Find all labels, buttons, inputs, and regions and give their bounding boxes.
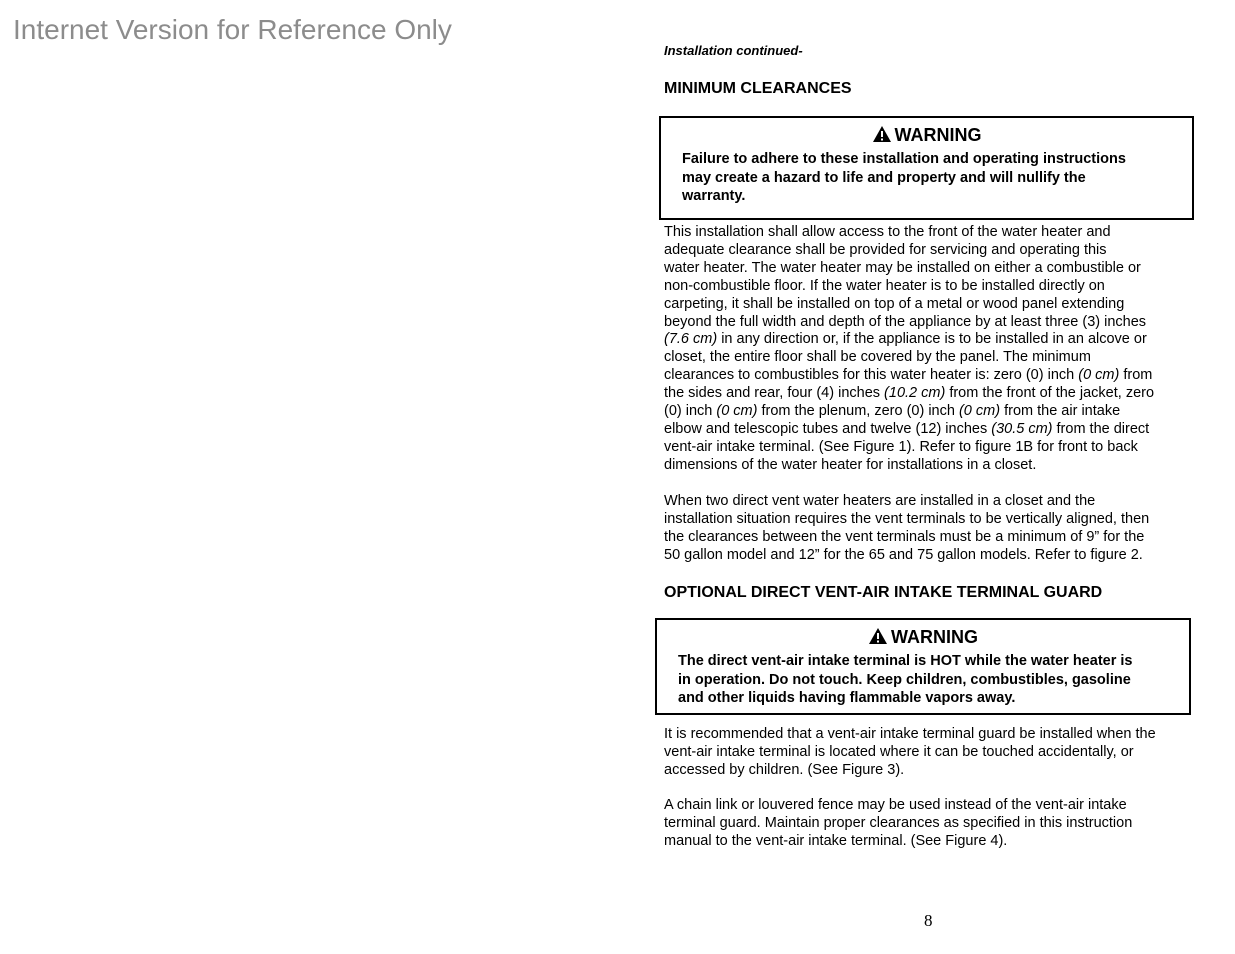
metric-measurement: (0 cm) xyxy=(1078,367,1120,384)
text-run: 50 gallon model and 12” for the 65 and 75 gallon models. Refer to figure 2. xyxy=(664,546,1143,563)
text-run: accessed by children. (See Figure 3). xyxy=(664,761,905,778)
paragraph-line xyxy=(664,439,1199,457)
warning-title-text: WARNING xyxy=(894,125,982,145)
text-run: from the front of the jacket, zero xyxy=(945,385,1155,402)
paragraph-line xyxy=(664,421,1199,439)
text-run: dimensions of the water heater for installations in a closet. xyxy=(664,456,1037,473)
warning-message xyxy=(682,150,1178,206)
warning-triangle-icon xyxy=(868,627,888,645)
text-run: non-combustible floor. If the water heater is to be installed directly on xyxy=(664,277,1105,294)
text-run: from the direct xyxy=(1052,420,1150,437)
paragraph-line xyxy=(664,457,1199,475)
text-run: elbow and telescopic tubes and twelve (12) inches xyxy=(664,420,992,437)
warning-box-clearances xyxy=(659,116,1194,220)
text-run: It is recommended that a vent-air intake terminal guard be installed when the xyxy=(664,726,1156,742)
text-run: beyond the full width and depth of the appliance by at least three (3) inches xyxy=(664,313,1147,330)
warning-title xyxy=(657,626,1189,648)
paragraph-line xyxy=(664,762,1199,780)
paragraph-line xyxy=(664,349,1199,367)
text-run: installation situation requires the vent terminals to be vertically aligned, then xyxy=(664,510,1150,527)
text-run: clearances to combustibles for this water heater is: zero (0) inch xyxy=(664,367,1079,384)
paragraph-line xyxy=(664,296,1199,314)
warning-message xyxy=(678,652,1175,708)
metric-measurement: (7.6 cm) xyxy=(664,331,718,348)
paragraph-line xyxy=(664,385,1199,403)
metric-measurement: (0 cm) xyxy=(958,403,1001,420)
text-run: terminal guard. Maintain proper clearances as specified in this instruction xyxy=(664,814,1133,831)
warning-title xyxy=(661,124,1192,146)
warning-line: Failure to adhere to these installation and operating instructions xyxy=(682,151,1126,167)
page-number: 8 xyxy=(924,911,933,930)
metric-measurement: (30.5 cm) xyxy=(991,420,1053,437)
metric-measurement: (0 cm) xyxy=(716,403,758,420)
text-run: the sides and rear, four (4) inches xyxy=(664,385,885,402)
paragraph-line xyxy=(664,815,1199,833)
text-run: A chain link or louvered fence may be used instead of the vent-air intake xyxy=(664,797,1127,813)
paragraph-line xyxy=(664,529,1199,547)
warning-line: The direct vent-air intake terminal is HOT while the water heater is xyxy=(678,653,1133,669)
text-run: This installation shall allow access to the front of the water heater and xyxy=(664,224,1111,240)
text-run: water heater. The water heater may be installed on either a combustible or xyxy=(664,259,1141,276)
paragraph-line xyxy=(664,331,1199,349)
paragraph-line xyxy=(664,224,1199,242)
text-run: from the plenum, zero (0) inch xyxy=(757,403,959,420)
text-run: closet, the entire floor shall be covered by the panel. The minimum xyxy=(664,349,1091,366)
text-run: (0) inch xyxy=(664,403,717,420)
stacked-heaters-paragraph xyxy=(664,493,1199,565)
paragraph-line xyxy=(664,278,1199,296)
text-run: in any direction or, if the appliance is to be installed in an alcove or xyxy=(717,331,1147,348)
paragraph-line xyxy=(664,833,1199,851)
clearances-paragraph xyxy=(664,224,1199,475)
text-run: manual to the vent-air intake terminal. (See Figure 4). xyxy=(664,832,1008,849)
text-run: from the air intake xyxy=(1000,403,1121,420)
text-run: vent-air intake terminal. (See Figure 1). Refer to figure 1B for front to back xyxy=(664,438,1138,455)
paragraph-line xyxy=(664,547,1199,565)
text-run: carpeting, it shall be installed on top of a metal or wood panel extending xyxy=(664,295,1125,312)
paragraph-line xyxy=(664,367,1199,385)
warning-line: in operation. Do not touch. Keep children, combustibles, gasoline xyxy=(678,671,1131,688)
paragraph-line xyxy=(664,242,1199,260)
paragraph-line xyxy=(664,260,1199,278)
text-run: When two direct vent water heaters are installed in a closet and the xyxy=(664,493,1096,509)
paragraph-line xyxy=(664,511,1199,529)
terminal-guard-paragraph xyxy=(664,726,1199,780)
paragraph-line xyxy=(664,403,1199,421)
warning-line: and other liquids having flammable vapors away. xyxy=(678,690,1016,706)
warning-title-text: WARNING xyxy=(891,627,978,647)
metric-measurement: (10.2 cm) xyxy=(884,385,946,402)
section-continued-label: Installation continued- xyxy=(664,43,803,58)
paragraph-line xyxy=(664,314,1199,332)
text-run: the clearances between the vent terminals must be a minimum of 9” for the xyxy=(664,528,1145,545)
text-run: from xyxy=(1119,367,1153,384)
paragraph-line xyxy=(664,744,1199,762)
minimum-clearances-heading: MINIMUM CLEARANCES xyxy=(664,80,852,97)
watermark-text: Internet Version for Reference Only xyxy=(13,14,452,45)
paragraph-line xyxy=(664,797,1199,815)
paragraph-line xyxy=(664,726,1199,744)
warning-triangle-icon xyxy=(872,125,892,143)
text-run: adequate clearance shall be provided for servicing and operating this xyxy=(664,241,1107,258)
paragraph-line xyxy=(664,493,1199,511)
warning-box-terminal xyxy=(655,618,1191,715)
fence-paragraph xyxy=(664,797,1199,851)
terminal-guard-heading: OPTIONAL DIRECT VENT-AIR INTAKE TERMINAL GUARD xyxy=(664,584,1103,601)
warning-line: warranty. xyxy=(682,188,746,204)
warning-line: may create a hazard to life and property and will nullify the xyxy=(682,169,1086,186)
text-run: vent-air intake terminal is located where it can be touched accidentally, or xyxy=(664,743,1134,760)
